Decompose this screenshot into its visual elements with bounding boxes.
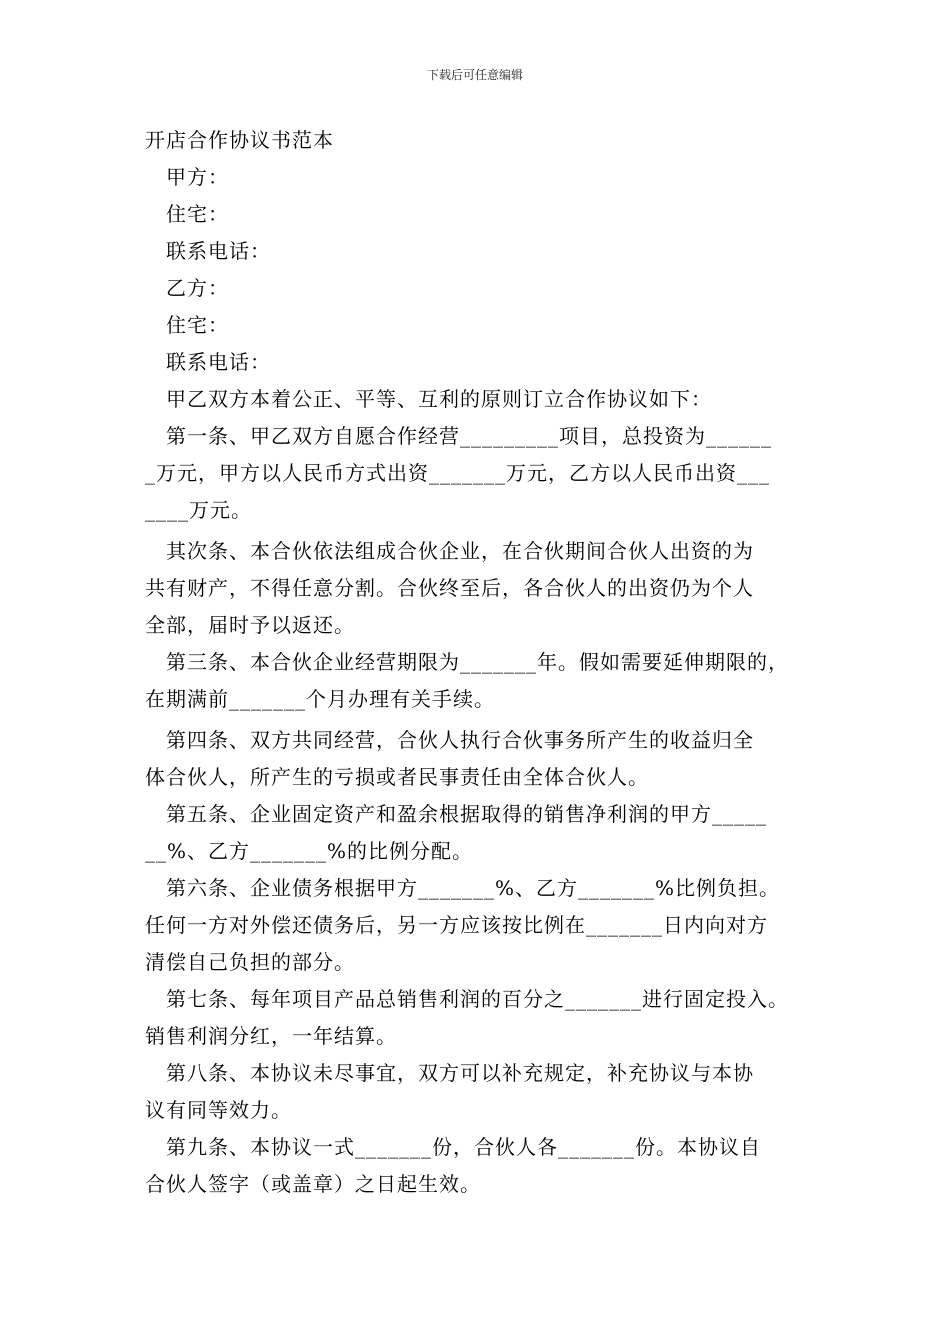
article-2-line-3: 全部，届时予以返还。: [145, 613, 355, 637]
party-b-address-label: 住宅：: [166, 313, 229, 337]
party-a-phone-label: 联系电话：: [166, 239, 271, 263]
article-6-line-3: 清偿自己负担的部分。: [145, 950, 355, 974]
header-note: 下载后可任意编辑: [426, 68, 523, 82]
article-9-line-1: 第九条、本协议一式_______份，合伙人各_______份。本协议自: [166, 1135, 761, 1159]
article-1-line-2: _万元，甲方以人民币方式出资_______万元，乙方以人民币出资___: [145, 461, 770, 485]
article-5-line-2: __%、乙方_______%的比例分配。: [145, 839, 474, 863]
article-6-line-2: 任何一方对外偿还债务后，另一方应该按比例在_______日内向对方: [145, 913, 768, 937]
article-3-line-1: 第三条、本合伙企业经营期限为_______年。假如需要延伸期限的，: [166, 650, 789, 674]
agreement-body: [145, 122, 815, 1203]
party-b-phone-label: 联系电话：: [166, 350, 271, 374]
article-2-line-1: 其次条、本合伙依法组成合伙企业，在合伙期间合伙人出资的为: [166, 539, 754, 563]
document-title: 开店合作协议书范本: [145, 128, 334, 152]
article-1-line-1: 第一条、甲乙双方自愿合作经营_________项目，总投资为______: [166, 424, 772, 448]
article-8-line-1: 第八条、本协议未尽事宜，双方可以补充规定，补充协议与本协: [166, 1061, 754, 1085]
party-a-label: 甲方：: [166, 165, 229, 189]
article-1-line-3: ____万元。: [145, 498, 252, 522]
preamble: 甲乙双方本着公正、平等、互利的原则订立合作协议如下：: [166, 387, 712, 411]
article-4-line-2: 体合伙人，所产生的亏损或者民事责任由全体合伙人。: [145, 765, 649, 789]
article-5-line-1: 第五条、企业固定资产和盈余根据取得的销售净利润的甲方_____: [166, 802, 767, 826]
article-3-line-2: 在期满前_______个月办理有关手续。: [145, 687, 495, 711]
article-8-line-2: 议有同等效力。: [145, 1098, 292, 1122]
article-7-line-2: 销售利润分红，一年结算。: [145, 1024, 397, 1048]
article-6-line-1: 第六条、企业债务根据甲方_______%、乙方_______%比例负担。: [166, 876, 781, 900]
article-9-line-2: 合伙人签字（或盖章）之日起生效。: [145, 1172, 481, 1196]
party-a-address-label: 住宅：: [166, 202, 229, 226]
article-7-line-1: 第七条、每年项目产品总销售利润的百分之_______进行固定投入。: [166, 987, 789, 1011]
article-4-line-1: 第四条、双方共同经营，合伙人执行合伙事务所产生的收益归全: [166, 728, 754, 752]
party-b-label: 乙方：: [166, 276, 229, 300]
article-2-line-2: 共有财产，不得任意分割。合伙终至后，各合伙人的出资仍为个人: [145, 576, 754, 600]
